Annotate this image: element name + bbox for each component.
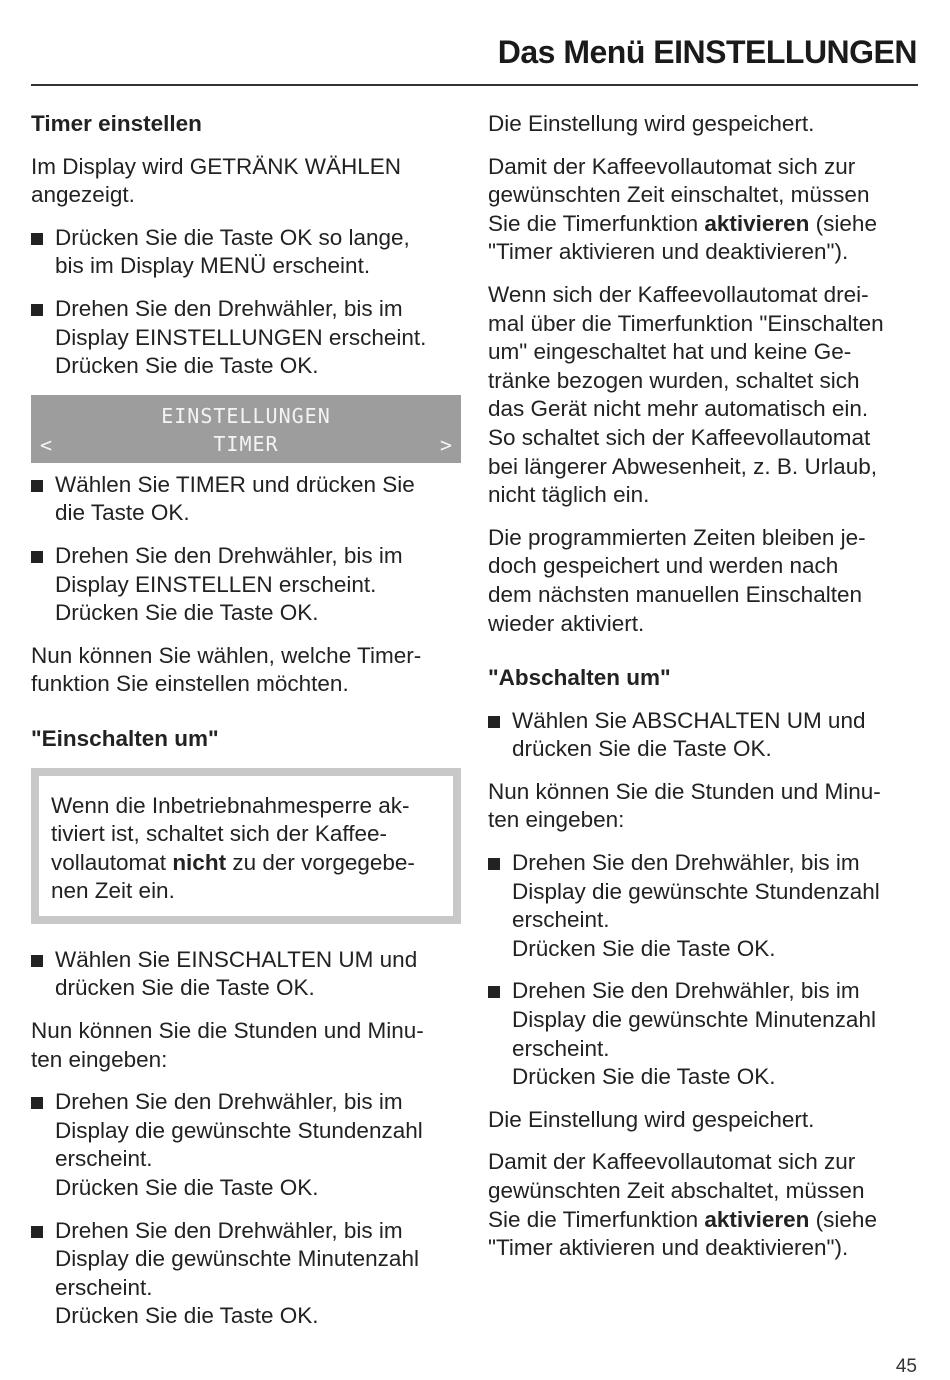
subheading-abschalten-um: "Abschalten um" xyxy=(488,665,671,691)
display-arrow-right-icon: > xyxy=(439,432,452,457)
text-line: Wählen Sie ABSCHALTEN UM und xyxy=(512,707,866,733)
text-line: erscheint. xyxy=(512,907,610,933)
text-line: "Timer aktivieren und deaktivieren"). xyxy=(488,239,849,265)
saved-paragraph: Die Einstellung wird gespeichert. xyxy=(488,111,815,136)
text-line: die Taste OK. xyxy=(55,500,190,526)
text-line: Display die gewünschte Stundenzahl xyxy=(512,878,880,904)
instruction-item xyxy=(488,977,918,1091)
text-line: Drehen Sie den Drehwähler, bis im xyxy=(55,542,403,568)
activate-paragraph xyxy=(488,1148,918,1262)
text-line: erscheint. xyxy=(55,1146,153,1172)
text-line: Drücken Sie die Taste OK. xyxy=(512,1064,776,1090)
text-line: Die programmierten Zeiten bleiben je- xyxy=(488,524,866,550)
text-line: Im Display wird GETRÄNK WÄHLEN xyxy=(31,153,402,179)
text-line: Drehen Sie den Drehwähler, bis im xyxy=(55,1217,403,1243)
text-line: Damit der Kaffeevollautomat sich zur xyxy=(488,153,856,179)
text-line: das Gerät nicht mehr automatisch ein. xyxy=(488,396,869,422)
three-times-paragraph xyxy=(488,281,918,510)
text-line: Wenn sich der Kaffeevollautomat drei- xyxy=(488,281,869,307)
text-line: Display die gewünschte Minutenzahl xyxy=(55,1246,419,1272)
text-line: Drücken Sie die Taste OK. xyxy=(55,1303,319,1329)
text-line: Nun können Sie wählen, welche Timer- xyxy=(31,642,422,668)
text-line: ten eingeben: xyxy=(31,1046,168,1072)
text-line: tiviert ist, schaltet sich der Kaffee- xyxy=(51,821,387,847)
text-line: Drücken Sie die Taste OK. xyxy=(55,353,319,379)
device-display-illustration xyxy=(31,395,461,463)
text-segment: zu der vorgegebe- xyxy=(226,849,415,875)
instruction-item xyxy=(488,849,918,963)
text-line: Drücken Sie die Taste OK. xyxy=(55,1175,319,1201)
instruction-item xyxy=(31,224,461,281)
text-line: Drücken Sie die Taste OK. xyxy=(512,935,776,961)
emphasis-text: aktivieren xyxy=(704,1206,810,1232)
text-segment: (siehe xyxy=(809,1206,877,1232)
text-line: funktion Sie einstellen möchten. xyxy=(31,671,349,697)
text-line: Drehen Sie den Drehwähler, bis im xyxy=(55,1089,403,1115)
emphasis-text: nicht xyxy=(172,849,227,875)
subheading-einschalten-um: "Einschalten um" xyxy=(31,725,219,751)
text-line: Wenn die Inbetriebnahmesperre ak- xyxy=(51,792,410,818)
text-line: um" eingeschaltet hat und keine Ge- xyxy=(488,339,852,365)
page-header-title: Das Menü EINSTELLUNGEN xyxy=(497,34,917,70)
text-line: Drücken Sie die Taste OK so lange, xyxy=(55,224,410,250)
text-line: Drehen Sie den Drehwähler, bis im xyxy=(512,978,860,1004)
text-line: nen Zeit ein. xyxy=(51,878,175,904)
instruction-item xyxy=(31,1217,461,1331)
text-line: erscheint. xyxy=(55,1274,153,1300)
text-line: bis im Display MENÜ erscheint. xyxy=(55,253,371,279)
text-line: gewünschten Zeit abschaltet, müssen xyxy=(488,1178,865,1203)
header-rule xyxy=(31,84,918,86)
right-column xyxy=(488,110,918,1277)
text-line: nicht täglich ein. xyxy=(488,482,650,508)
text-line: Wählen Sie EINSCHALTEN UM und xyxy=(55,946,418,972)
display-line-menu: EINSTELLUNGEN xyxy=(161,403,331,428)
text-line xyxy=(488,210,918,239)
text-line: doch gespeichert und werden nach xyxy=(488,553,839,579)
text-line: Nun können Sie die Stunden und Minu- xyxy=(488,778,881,804)
display-arrow-left-icon: < xyxy=(40,432,53,457)
text-line: Drehen Sie den Drehwähler, bis im xyxy=(55,295,403,321)
programmed-paragraph xyxy=(488,524,918,638)
text-line: gewünschten Zeit einschaltet, müssen xyxy=(488,182,870,208)
text-line: tränke bezogen wurden, schaltet sich xyxy=(488,367,860,393)
text-line: drücken Sie die Taste OK. xyxy=(55,975,315,1001)
text-line: Display die gewünschte Minutenzahl xyxy=(512,1007,876,1033)
text-line: Drücken Sie die Taste OK. xyxy=(55,600,319,626)
text-segment: Sie die Timerfunktion xyxy=(488,210,705,236)
instruction-item xyxy=(31,946,461,1003)
text-segment: Sie die Timerfunktion xyxy=(488,1206,705,1232)
text-line: angezeigt. xyxy=(31,182,135,208)
intro-paragraph xyxy=(31,153,461,210)
text-line: mal über die Timerfunktion "Einschalten xyxy=(488,310,884,336)
left-column xyxy=(31,110,461,1345)
text-line: Display EINSTELLEN erscheint. xyxy=(55,571,377,597)
text-line: Nun können Sie die Stunden und Minu- xyxy=(31,1018,424,1044)
text-line xyxy=(488,1206,918,1235)
text-line: So schaltet sich der Kaffeevollautomat xyxy=(488,424,871,450)
activate-paragraph xyxy=(488,153,918,267)
text-segment: vollautomat xyxy=(51,849,173,875)
section-heading-timer: Timer einstellen xyxy=(31,111,202,136)
instruction-item xyxy=(31,542,461,628)
display-line-option: TIMER xyxy=(213,431,279,456)
text-line xyxy=(51,849,441,878)
emphasis-text: aktivieren xyxy=(704,210,810,236)
text-line: Drehen Sie den Drehwähler, bis im xyxy=(512,850,860,876)
text-line: ten eingeben: xyxy=(488,807,625,833)
text-line: Display die gewünschte Stundenzahl xyxy=(55,1117,423,1143)
instruction-item xyxy=(31,471,461,528)
text-line: Display EINSTELLUNGEN erscheint. xyxy=(55,324,427,350)
enter-paragraph xyxy=(31,1017,461,1074)
text-line: Damit der Kaffeevollautomat sich zur xyxy=(488,1149,856,1175)
warning-note-box xyxy=(31,768,461,924)
text-line: drücken Sie die Taste OK. xyxy=(512,736,772,762)
text-line: erscheint. xyxy=(512,1035,610,1061)
text-line: wieder aktiviert. xyxy=(488,610,645,636)
choose-paragraph xyxy=(31,642,461,699)
saved-paragraph: Die Einstellung wird gespeichert. xyxy=(488,1106,815,1132)
instruction-item xyxy=(31,295,461,381)
instruction-item xyxy=(488,707,918,764)
note-text xyxy=(51,792,441,906)
enter-paragraph xyxy=(488,778,918,835)
text-line: Wählen Sie TIMER und drücken Sie xyxy=(55,471,415,497)
text-line: bei längerer Abwesenheit, z. B. Urlaub, xyxy=(488,453,877,479)
text-line: "Timer aktivieren und deaktivieren"). xyxy=(488,1235,849,1261)
instruction-item xyxy=(31,1088,461,1202)
text-line: dem nächsten manuellen Einschalten xyxy=(488,581,862,607)
page-number: 45 xyxy=(895,1356,917,1377)
text-segment: (siehe xyxy=(809,210,877,236)
